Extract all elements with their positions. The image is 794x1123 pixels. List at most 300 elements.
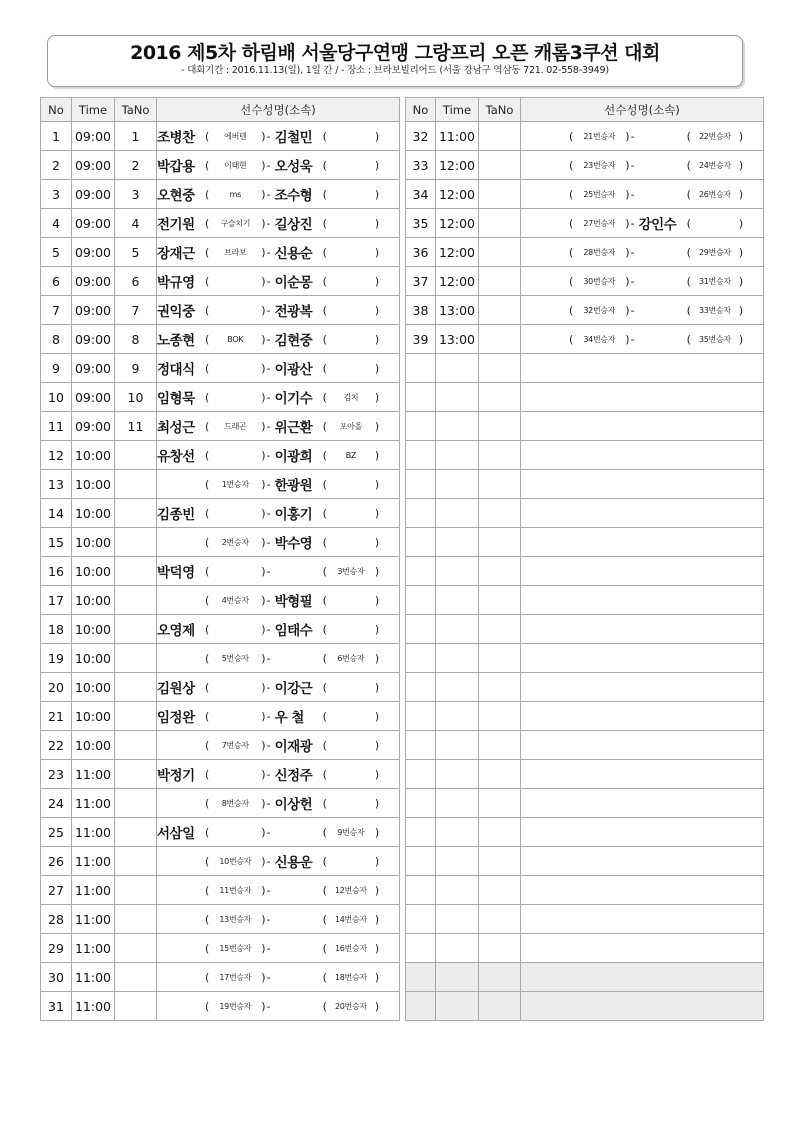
table-no <box>115 847 157 876</box>
paren-close: ) <box>261 187 266 201</box>
paren-open: ( <box>322 999 327 1013</box>
paren-close: ) <box>261 419 266 433</box>
match-time: 11:00 <box>72 963 115 992</box>
match-players <box>157 557 400 586</box>
match-no: 29 <box>41 934 72 963</box>
page-title: 2016 제5차 하림배 서울당구연맹 그랑프리 오픈 캐롬3쿠션 대회 <box>130 42 660 64</box>
empty-cell <box>406 702 436 731</box>
empty-row <box>406 847 764 876</box>
player-line <box>157 355 399 382</box>
match-no: 6 <box>41 267 72 296</box>
empty-cell <box>436 354 479 383</box>
match-players <box>157 876 400 905</box>
player-line <box>157 819 399 846</box>
table-no: 4 <box>115 209 157 238</box>
player-line <box>157 239 399 266</box>
table-row <box>41 499 400 528</box>
paren-close: ) <box>261 709 266 723</box>
empty-cell <box>406 847 436 876</box>
player-line <box>157 268 399 295</box>
paren-open: ( <box>569 216 574 230</box>
table-no: 7 <box>115 296 157 325</box>
paren-open: ( <box>205 593 210 607</box>
player2-name: 신정주 <box>274 768 313 784</box>
table-row <box>41 818 400 847</box>
table-no <box>115 818 157 847</box>
empty-cell <box>479 702 521 731</box>
paren-open: ( <box>205 941 210 955</box>
table-no: 2 <box>115 151 157 180</box>
match-players <box>157 180 400 209</box>
paren-open: ( <box>205 999 210 1013</box>
vs-dash: - <box>266 767 271 781</box>
table-no <box>479 209 521 238</box>
paren-close: ) <box>261 680 266 694</box>
col-players: 선수성명(소속) <box>521 98 764 122</box>
table-no <box>115 557 157 586</box>
empty-row <box>406 934 764 963</box>
table-row <box>41 992 400 1021</box>
player-line <box>521 297 763 324</box>
empty-cell <box>436 499 479 528</box>
match-no: 37 <box>406 267 436 296</box>
table-no <box>479 180 521 209</box>
paren-close: ) <box>374 825 380 839</box>
empty-cell <box>479 934 521 963</box>
paren-close: ) <box>261 854 266 868</box>
player1-name: 노종현 <box>157 333 195 349</box>
empty-cell <box>406 934 436 963</box>
empty-cell <box>406 673 436 702</box>
match-time: 12:00 <box>436 209 479 238</box>
empty-cell <box>479 992 521 1021</box>
match-time: 11:00 <box>436 122 479 151</box>
paren-open: ( <box>322 245 327 259</box>
paren-open: ( <box>322 854 327 868</box>
vs-dash: - <box>266 216 271 230</box>
table-no: 9 <box>115 354 157 383</box>
paren-close: ) <box>374 361 380 375</box>
empty-cell <box>479 412 521 441</box>
player-line <box>157 181 399 208</box>
match-no: 36 <box>406 238 436 267</box>
player1-affiliation: 1번승자 <box>221 479 249 489</box>
paren-close: ) <box>374 738 380 752</box>
paren-open: ( <box>205 245 210 259</box>
match-time: 11:00 <box>72 876 115 905</box>
match-no: 5 <box>41 238 72 267</box>
paren-open: ( <box>322 129 327 143</box>
paren-open: ( <box>322 767 327 781</box>
player1-affiliation: 8번승자 <box>221 798 249 808</box>
empty-cell <box>521 905 764 934</box>
match-players <box>157 499 400 528</box>
player-line <box>521 123 763 150</box>
empty-cell <box>479 644 521 673</box>
empty-cell <box>479 557 521 586</box>
table-no: 10 <box>115 383 157 412</box>
empty-row <box>406 615 764 644</box>
empty-cell <box>406 760 436 789</box>
player-line <box>157 790 399 817</box>
header-row <box>41 98 400 122</box>
paren-open: ( <box>322 796 327 810</box>
paren-close: ) <box>625 129 630 143</box>
paren-close: ) <box>625 332 630 346</box>
empty-cell <box>479 586 521 615</box>
match-time: 09:00 <box>72 180 115 209</box>
player2-name: 이홍기 <box>274 507 313 523</box>
vs-dash: - <box>266 245 271 259</box>
table-no <box>115 673 157 702</box>
player-line <box>157 413 399 440</box>
empty-cell <box>479 470 521 499</box>
paren-open: ( <box>322 535 327 549</box>
player2-affiliation: 포아올 <box>339 421 363 431</box>
match-time: 12:00 <box>436 151 479 180</box>
player1-affiliation: 브라보 <box>224 247 247 257</box>
player2-affiliation: 14번승자 <box>334 914 367 924</box>
empty-cell <box>521 412 764 441</box>
player2-affiliation: 33번승자 <box>698 305 731 315</box>
paren-open: ( <box>322 158 327 172</box>
player2-affiliation: 16번승자 <box>334 943 367 953</box>
paren-close: ) <box>625 187 630 201</box>
player-line <box>521 152 763 179</box>
paren-open: ( <box>205 129 210 143</box>
paren-open: ( <box>205 564 210 578</box>
match-time: 10:00 <box>72 557 115 586</box>
paren-close: ) <box>374 593 380 607</box>
empty-row <box>406 412 764 441</box>
empty-cell <box>479 760 521 789</box>
table-row <box>41 122 400 151</box>
player-line <box>157 964 399 991</box>
empty-row <box>406 528 764 557</box>
match-no: 33 <box>406 151 436 180</box>
paren-open: ( <box>322 361 327 375</box>
empty-cell <box>436 847 479 876</box>
paren-close: ) <box>374 767 380 781</box>
paren-close: ) <box>261 941 266 955</box>
player-line <box>521 326 763 353</box>
paren-open: ( <box>686 303 691 317</box>
vs-dash: - <box>266 738 271 752</box>
empty-cell <box>436 528 479 557</box>
paren-open: ( <box>686 187 691 201</box>
player1-affiliation: 10번승자 <box>219 856 252 866</box>
paren-close: ) <box>261 129 266 143</box>
table-row <box>406 209 764 238</box>
table-no: 1 <box>115 122 157 151</box>
player1-affiliation: 이태현 <box>224 160 247 170</box>
match-players <box>521 180 764 209</box>
match-no: 22 <box>41 731 72 760</box>
match-no: 35 <box>406 209 436 238</box>
match-players <box>157 267 400 296</box>
paren-close: ) <box>374 274 380 288</box>
vs-dash: - <box>630 187 635 201</box>
match-players <box>157 702 400 731</box>
match-no: 32 <box>406 122 436 151</box>
table-row <box>406 151 764 180</box>
player1-name: 최성근 <box>157 420 195 436</box>
player1-affiliation: 23번승자 <box>583 160 616 170</box>
match-no: 15 <box>41 528 72 557</box>
empty-cell <box>521 818 764 847</box>
paren-close: ) <box>374 535 380 549</box>
paren-close: ) <box>374 999 380 1013</box>
empty-cell <box>521 673 764 702</box>
match-players <box>157 151 400 180</box>
paren-open: ( <box>205 680 210 694</box>
player2-name: 이상헌 <box>274 797 313 813</box>
player1-name: 유창선 <box>157 449 195 465</box>
paren-close: ) <box>738 187 744 201</box>
match-time: 09:00 <box>72 383 115 412</box>
vs-dash: - <box>630 129 635 143</box>
player2-affiliation: 35번승자 <box>698 334 731 344</box>
match-players <box>521 209 764 238</box>
paren-close: ) <box>374 883 380 897</box>
player2-affiliation: 3번승자 <box>337 566 365 576</box>
paren-open: ( <box>205 506 210 520</box>
col-tano: TaNo <box>479 98 521 122</box>
paren-open: ( <box>205 970 210 984</box>
match-no: 13 <box>41 470 72 499</box>
table-no: 11 <box>115 412 157 441</box>
paren-close: ) <box>261 970 266 984</box>
paren-open: ( <box>322 738 327 752</box>
player-line <box>157 761 399 788</box>
player1-name: 임정완 <box>157 710 195 726</box>
match-players <box>521 296 764 325</box>
player1-name: 장재근 <box>157 246 195 262</box>
player-line <box>157 123 399 150</box>
match-players <box>157 354 400 383</box>
col-players: 선수성명(소속) <box>157 98 400 122</box>
vs-dash: - <box>266 854 271 868</box>
match-time: 11:00 <box>72 789 115 818</box>
paren-close: ) <box>738 216 744 230</box>
player-line <box>157 471 399 498</box>
paren-open: ( <box>322 941 327 955</box>
empty-cell <box>521 992 764 1021</box>
match-no: 3 <box>41 180 72 209</box>
match-time: 10:00 <box>72 615 115 644</box>
table-row <box>406 122 764 151</box>
match-players <box>157 847 400 876</box>
player-line <box>157 297 399 324</box>
paren-close: ) <box>261 767 266 781</box>
match-no: 21 <box>41 702 72 731</box>
paren-close: ) <box>261 332 266 346</box>
player1-name: 권익중 <box>157 304 195 320</box>
empty-row <box>406 441 764 470</box>
match-players <box>157 731 400 760</box>
player2-affiliation: 26번승자 <box>698 189 731 199</box>
table-row <box>41 615 400 644</box>
match-no: 11 <box>41 412 72 441</box>
player2-name: 김철민 <box>274 130 313 146</box>
player2-name: 강인수 <box>638 217 677 233</box>
paren-open: ( <box>205 825 210 839</box>
empty-cell <box>406 876 436 905</box>
paren-open: ( <box>569 303 574 317</box>
match-time: 11:00 <box>72 905 115 934</box>
match-time: 09:00 <box>72 238 115 267</box>
empty-cell <box>521 963 764 992</box>
match-no: 18 <box>41 615 72 644</box>
paren-close: ) <box>261 651 266 665</box>
match-players <box>157 644 400 673</box>
match-players <box>157 528 400 557</box>
paren-open: ( <box>322 970 327 984</box>
player-line <box>521 268 763 295</box>
match-no: 27 <box>41 876 72 905</box>
empty-cell <box>521 789 764 818</box>
empty-cell <box>406 499 436 528</box>
empty-cell <box>479 528 521 557</box>
paren-open: ( <box>322 216 327 230</box>
paren-close: ) <box>374 419 380 433</box>
paren-close: ) <box>374 941 380 955</box>
match-time: 09:00 <box>72 325 115 354</box>
vs-dash: - <box>266 709 271 723</box>
vs-dash: - <box>630 332 635 346</box>
match-no: 4 <box>41 209 72 238</box>
vs-dash: - <box>630 216 635 230</box>
player1-name: 박덕영 <box>157 565 195 581</box>
player-line <box>157 993 399 1020</box>
empty-row <box>406 383 764 412</box>
paren-close: ) <box>374 216 380 230</box>
player1-affiliation: 27번승자 <box>583 218 616 228</box>
table-row <box>41 412 400 441</box>
player-line <box>157 500 399 527</box>
paren-close: ) <box>374 129 380 143</box>
table-no <box>115 441 157 470</box>
paren-close: ) <box>261 303 266 317</box>
player2-name: 오성욱 <box>274 159 313 175</box>
player2-name: 우 철 <box>274 710 304 726</box>
vs-dash: - <box>266 796 271 810</box>
empty-row <box>406 963 764 992</box>
empty-cell <box>406 586 436 615</box>
paren-close: ) <box>261 274 266 288</box>
paren-close: ) <box>374 912 380 926</box>
match-players <box>157 963 400 992</box>
match-time: 09:00 <box>72 354 115 383</box>
vs-dash: - <box>630 158 635 172</box>
empty-cell <box>521 470 764 499</box>
vs-dash: - <box>266 999 271 1013</box>
paren-close: ) <box>374 651 380 665</box>
paren-close: ) <box>374 796 380 810</box>
table-no <box>479 238 521 267</box>
empty-row <box>406 557 764 586</box>
match-no: 39 <box>406 325 436 354</box>
paren-close: ) <box>374 332 380 346</box>
match-no: 1 <box>41 122 72 151</box>
match-players <box>521 238 764 267</box>
vs-dash: - <box>266 274 271 288</box>
paren-close: ) <box>374 303 380 317</box>
match-time: 10:00 <box>72 441 115 470</box>
paren-close: ) <box>261 535 266 549</box>
paren-close: ) <box>374 187 380 201</box>
paren-open: ( <box>569 129 574 143</box>
vs-dash: - <box>266 622 271 636</box>
player1-affiliation: 5번승자 <box>221 653 249 663</box>
player-line <box>157 529 399 556</box>
paren-open: ( <box>322 303 327 317</box>
vs-dash: - <box>266 187 271 201</box>
match-no: 23 <box>41 760 72 789</box>
paren-open: ( <box>322 506 327 520</box>
table-no <box>115 934 157 963</box>
match-time: 12:00 <box>436 238 479 267</box>
player-line <box>157 703 399 730</box>
player-line <box>157 877 399 904</box>
match-players <box>157 992 400 1021</box>
paren-close: ) <box>738 129 744 143</box>
paren-close: ) <box>374 622 380 636</box>
paren-open: ( <box>569 158 574 172</box>
player-line <box>157 935 399 962</box>
match-time: 10:00 <box>72 470 115 499</box>
player2-name: 박수영 <box>274 536 313 552</box>
paren-close: ) <box>738 158 744 172</box>
paren-close: ) <box>261 216 266 230</box>
empty-row <box>406 905 764 934</box>
empty-cell <box>406 412 436 441</box>
empty-row <box>406 499 764 528</box>
paren-open: ( <box>205 796 210 810</box>
vs-dash: - <box>266 332 271 346</box>
table-row <box>41 238 400 267</box>
match-time: 10:00 <box>72 586 115 615</box>
player1-name: 오영제 <box>157 623 195 639</box>
table-row <box>41 731 400 760</box>
player2-name: 이기수 <box>274 391 313 407</box>
vs-dash: - <box>266 970 271 984</box>
col-time: Time <box>72 98 115 122</box>
paren-close: ) <box>738 303 744 317</box>
paren-open: ( <box>205 390 210 404</box>
vs-dash: - <box>266 303 271 317</box>
match-no: 19 <box>41 644 72 673</box>
table-no <box>479 296 521 325</box>
empty-cell <box>436 731 479 760</box>
paren-close: ) <box>625 274 630 288</box>
empty-cell <box>406 528 436 557</box>
paren-close: ) <box>374 564 380 578</box>
table-no <box>115 644 157 673</box>
vs-dash: - <box>266 651 271 665</box>
table-row <box>41 963 400 992</box>
match-time: 13:00 <box>436 325 479 354</box>
empty-cell <box>521 702 764 731</box>
table-no <box>115 876 157 905</box>
player1-affiliation: ms <box>229 189 241 199</box>
paren-open: ( <box>322 680 327 694</box>
empty-cell <box>406 644 436 673</box>
match-time: 11:00 <box>72 847 115 876</box>
player2-affiliation: 18번승자 <box>334 972 367 982</box>
player1-affiliation: 13번승자 <box>219 914 252 924</box>
paren-close: ) <box>625 216 630 230</box>
